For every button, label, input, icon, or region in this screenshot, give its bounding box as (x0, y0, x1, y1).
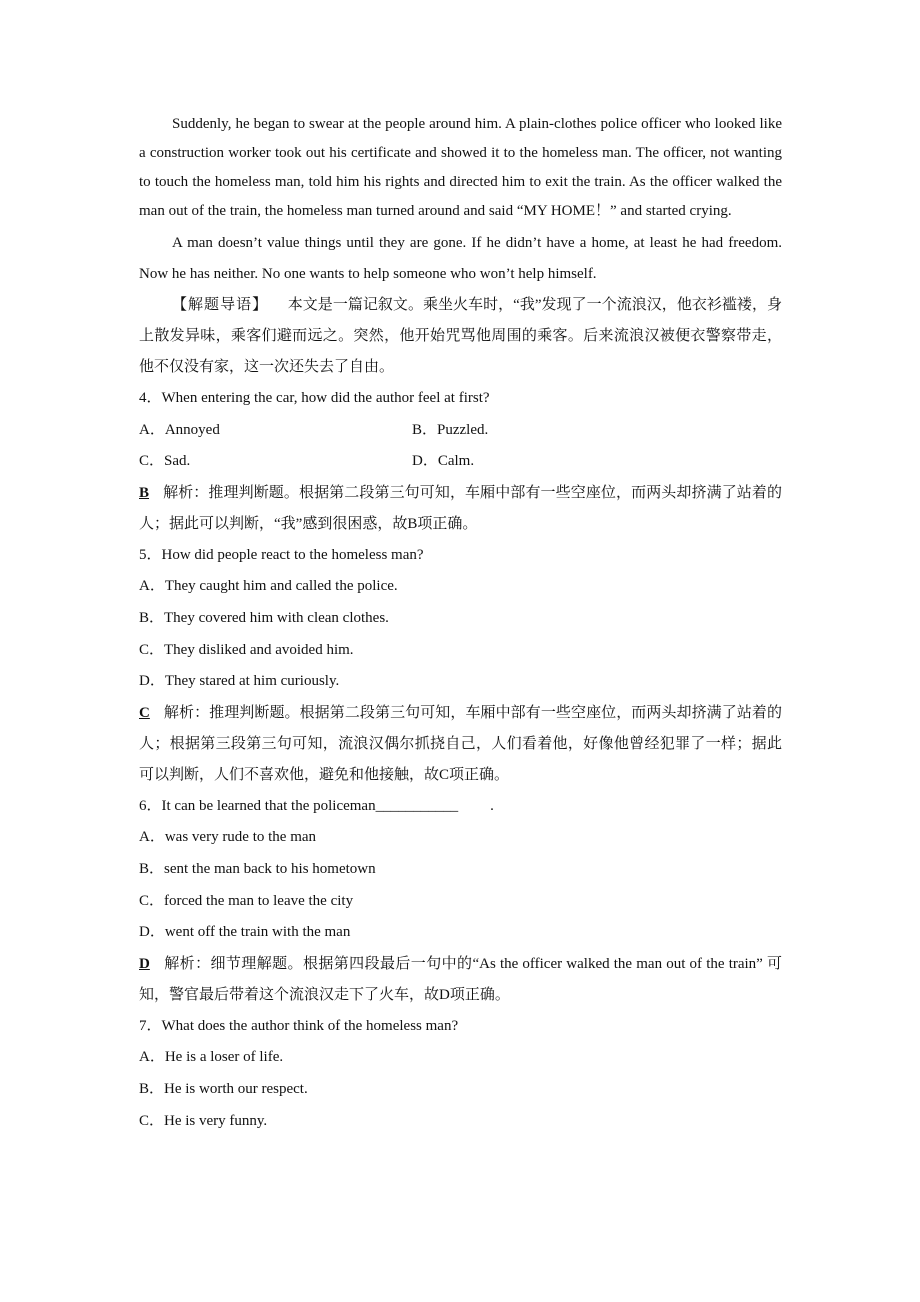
analysis-text: 解析：推理判断题。根据第二段第三句可知，车厢中部有一些空座位，而两头却挤满了站着的人；根据第三段第三句可知，流浪汉偶尔抓挠自己，人们看着他，好像他曾经犯罪了一样；据此可以判断，人们不喜欢他，避免和他接触，故C项正确。 (139, 704, 782, 783)
reading-guide-label: 【解题导语】 (172, 297, 269, 313)
question-text: When entering the car, how did the author feel at first? (161, 390, 490, 406)
document-page (139, 110, 782, 1137)
question-stem (139, 540, 782, 572)
option-c: C．They disliked and avoided him. (139, 641, 354, 658)
analysis-text: 解析：细节理解题。根据第四段最后一句中的“As the officer walked the man out of the train” 可知，警官最后带着这个流浪汉走下了火车，故D项正确。 (139, 955, 782, 1003)
answer-analysis (139, 949, 782, 1011)
option-a: A．was very rude to the man (139, 829, 317, 846)
option-c: C．forced the man to leave the city (139, 892, 354, 909)
reading-guide-text: 本文是一篇记叙文。乘坐火车时，“我”发现了一个流浪汉，他衣衫褴褛，身上散发异味，乘客们避而远之。突然，他开始咒骂他周围的乘客。后来流浪汉被便衣警察带走，他不仅没有家，这一次还失去了自由。 (139, 297, 782, 375)
passage-paragraph: Suddenly, he began to swear at the people around him. A plain‐clothes police officer who looked like a construction worker took out his certificate and showed it to the homeless man. The officer, not wanting to touch the homeless man, told him his rights and directed him to exit the train. As the officer walked the man out of the train, the homeless man turned around and said “MY HOME！” and started crying. (139, 116, 782, 219)
question-text: How did people react to the homeless man? (161, 546, 424, 563)
answer-analysis (139, 478, 782, 540)
passage-paragraph: A man doesn’t value things until they are gone. If he didn’t have a home, at least he had freedom. Now he has neither. No one wants to help someone who won’t help himself. (139, 235, 782, 282)
question-number: 6． (139, 797, 162, 814)
question-4 (139, 383, 782, 540)
option-b: B．They covered him with clean clothes. (139, 609, 389, 626)
analysis-text: 解析：推理判断题。根据第二段第三句可知，车厢中部有一些空座位，而两头却挤满了站着的人；据此可以判断，“我”感到很困惑，故B项正确。 (139, 484, 782, 532)
question-stem (139, 1011, 782, 1043)
question-7 (139, 1011, 782, 1137)
option-a: A．He is a loser of life. (139, 1049, 284, 1066)
reading-guide (139, 290, 782, 383)
option-row (139, 446, 782, 478)
option-c: C．Sad. (139, 453, 191, 470)
answer-letter: B (139, 484, 150, 501)
option-b: B．sent the man back to his hometown (139, 860, 376, 877)
question-number: 7． (139, 1017, 162, 1034)
answer-blank: ___________ (375, 797, 459, 814)
option-a: A．Annoyed (139, 421, 220, 438)
question-6 (139, 791, 782, 1011)
question-5 (139, 540, 782, 791)
option-d: D．went off the train with the man (139, 924, 351, 941)
question-number: 5． (139, 546, 162, 563)
question-stem (139, 383, 782, 415)
option-a: A．They caught him and called the police. (139, 578, 398, 595)
question-stem (139, 791, 782, 823)
question-text: What does the author think of the homeless man? (161, 1017, 459, 1034)
answer-letter: D (139, 955, 150, 972)
question-number: 4． (139, 390, 162, 406)
option-b: B．He is worth our respect. (139, 1080, 308, 1097)
option-row (139, 415, 782, 447)
question-text: It can be learned that the policeman (161, 797, 376, 814)
option-c: C．He is very funny. (139, 1112, 268, 1129)
option-d: D．They stared at him curiously. (139, 673, 340, 690)
option-b: B．Puzzled. (412, 421, 489, 438)
answer-letter: C (139, 704, 150, 721)
question-end-mark: . (490, 797, 494, 814)
option-d: D．Calm. (412, 453, 475, 470)
answer-analysis (139, 698, 782, 791)
